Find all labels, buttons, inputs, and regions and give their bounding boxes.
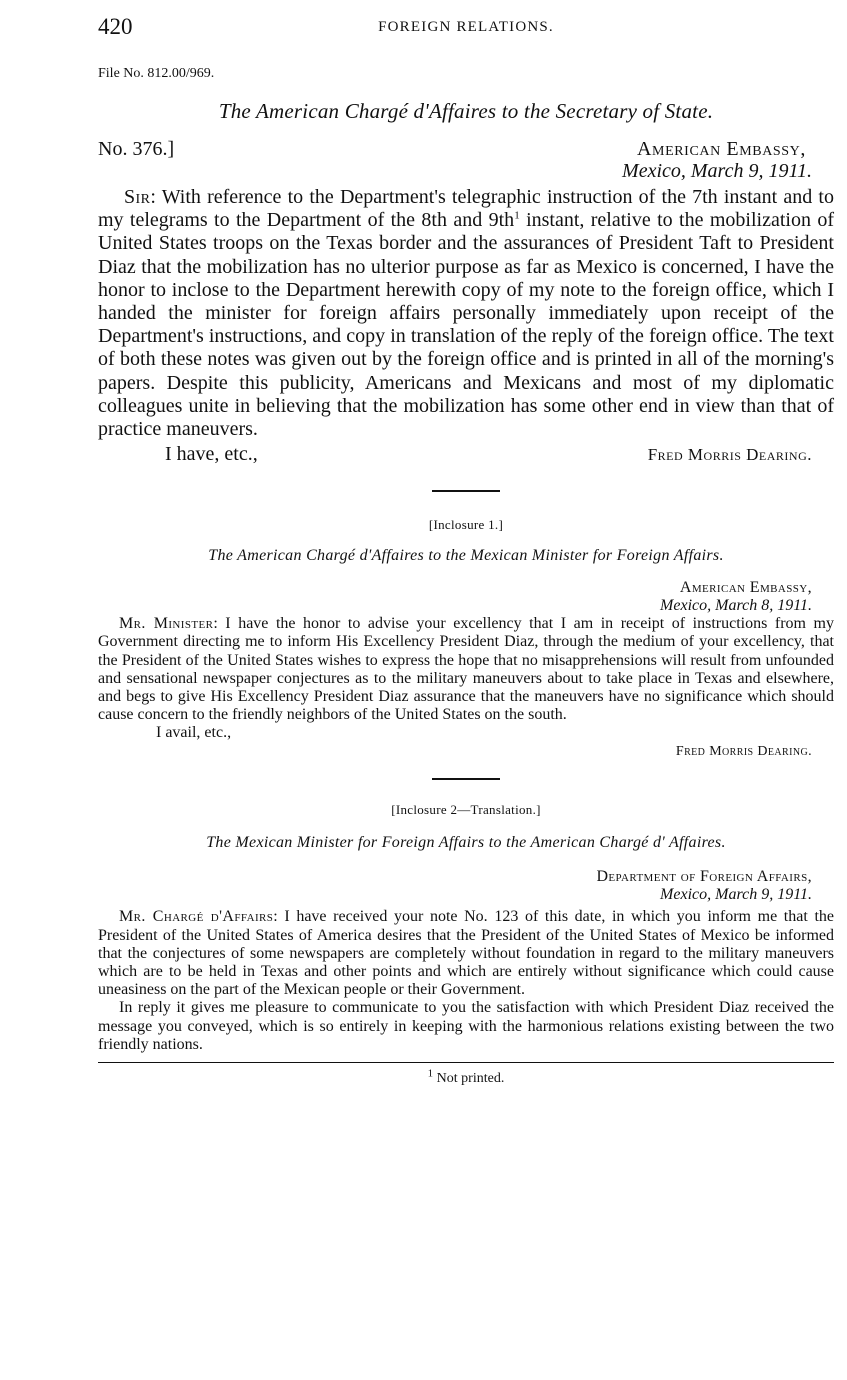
letter-number: No. 376.] [98, 138, 175, 160]
inclosure2-title: The Mexican Minister for Foreign Affairs to the American Chargé d' Affaires. [206, 834, 726, 852]
letter-salutation: Sir [124, 186, 151, 208]
inclosure2-label: [Inclosure 2—Translation.] [391, 802, 541, 818]
letter-date: Mexico, March 9, 1911. [622, 160, 812, 182]
inclosure2-date: Mexico, March 9, 1911. [660, 886, 812, 904]
footnote-rule [98, 1062, 834, 1063]
inclosure1-place: American Embassy, [679, 579, 812, 597]
inclosure1-body [98, 615, 834, 724]
letter-signoff [98, 443, 834, 469]
inclosure1-label: [Inclosure 1.] [428, 517, 504, 533]
inclosure2-salutation: Mr. Chargé d'Affairs [119, 908, 274, 926]
inclosure1-title: The American Chargé d'Affaires to the Mexican Minister for Foreign Affairs. [208, 547, 724, 565]
letter-body-part1: : With reference to the Department's telegraphic instruction of the 7th instant and to my telegrams to the Department of the 8th and 9th [98, 186, 834, 232]
section-divider [432, 490, 500, 492]
footnote-text: Not printed. [433, 1071, 505, 1087]
inclosure1-closing: I avail, etc., [156, 724, 232, 742]
running-head: FOREIGN RELATIONS. [378, 19, 554, 35]
inclosure2-body-text: : I have received your note No. 123 of this date, in which you inform me that the President of the United States of America desires that the President of the United States of Mexico be informed that the conjectures of some newspapers are completely without foundation in regard to the military maneuvers which are to be held in Texas and other points and which are entirely without significance which could cause uneasiness on the part of the Mexican people or their Government. [98, 908, 834, 999]
inclosure2-place: Department of Foreign Affairs, [596, 868, 812, 886]
section-divider [432, 778, 500, 780]
document-page [98, 14, 834, 1087]
file-number: File No. 812.00/969. [98, 66, 215, 81]
footnote [98, 1067, 834, 1087]
letter-dateline [98, 138, 834, 186]
inclosure2-reply-text: In reply it gives me pleasure to communicate to you the satisfaction with which President Diaz received the message you conveyed, which is so entirely in keeping with the harmonious relations existing between the two friendly nations. [98, 999, 834, 1053]
inclosure1-signature: Fred Morris Dearing. [675, 744, 812, 760]
inclosure2-body [98, 908, 834, 999]
letter-body [98, 186, 834, 441]
inclosure1-date: Mexico, March 8, 1911. [660, 597, 812, 615]
inclosure2-reply [98, 999, 834, 1054]
footnote-mark: 1 [427, 1067, 434, 1080]
page-header [98, 14, 834, 46]
inclosure1-body-text: : I have the honor to advise your excellency that I am in receipt of instructions from my Government directing me to inform His Excellency President Diaz, through the medium of your excellency, that the President of the United States wishes to express the hope that no misapprehensions will result from unfounded and sensational newspaper conjectures as to the military maneuvers about to take place in Texas and elsewhere, and begs to give His Excellency President Diaz assurance that the maneuvers have no significance which should cause concern to the friendly neighbors of the United States on the south. [98, 615, 834, 724]
letter-title: The American Chargé d'Affaires to the Secretary of State. [218, 99, 714, 123]
letter-closing: I have, etc., [165, 443, 258, 466]
page-number: 420 [98, 14, 133, 39]
inclosure1-salutation: Mr. Minister [119, 615, 214, 633]
footnote-reference: 1 [514, 209, 520, 222]
letter-place: American Embassy, [637, 138, 806, 160]
letter-body-part2: instant, relative to the mobilization of United States troops on the Texas border and the assurances of President Taft to President Diaz that the mobilization has no ulterior purpose as far as Mexico is concerned, I have the honor to inclose to the Department herewith copy of my note to the foreign office, which I handed the minister for foreign affairs personally immediately upon receipt of the Department's instructions, and copy in translation of the reply of the foreign office. The text of both these notes was given out by the foreign office and is printed in all of the morning's papers. Despite this publicity, Americans and Mexicans and most of my diplomatic colleagues unite in believing that the mobilization has some other end in view than that of practice maneuvers. [98, 209, 834, 441]
letter-signature: Fred Morris Dearing. [647, 445, 812, 465]
